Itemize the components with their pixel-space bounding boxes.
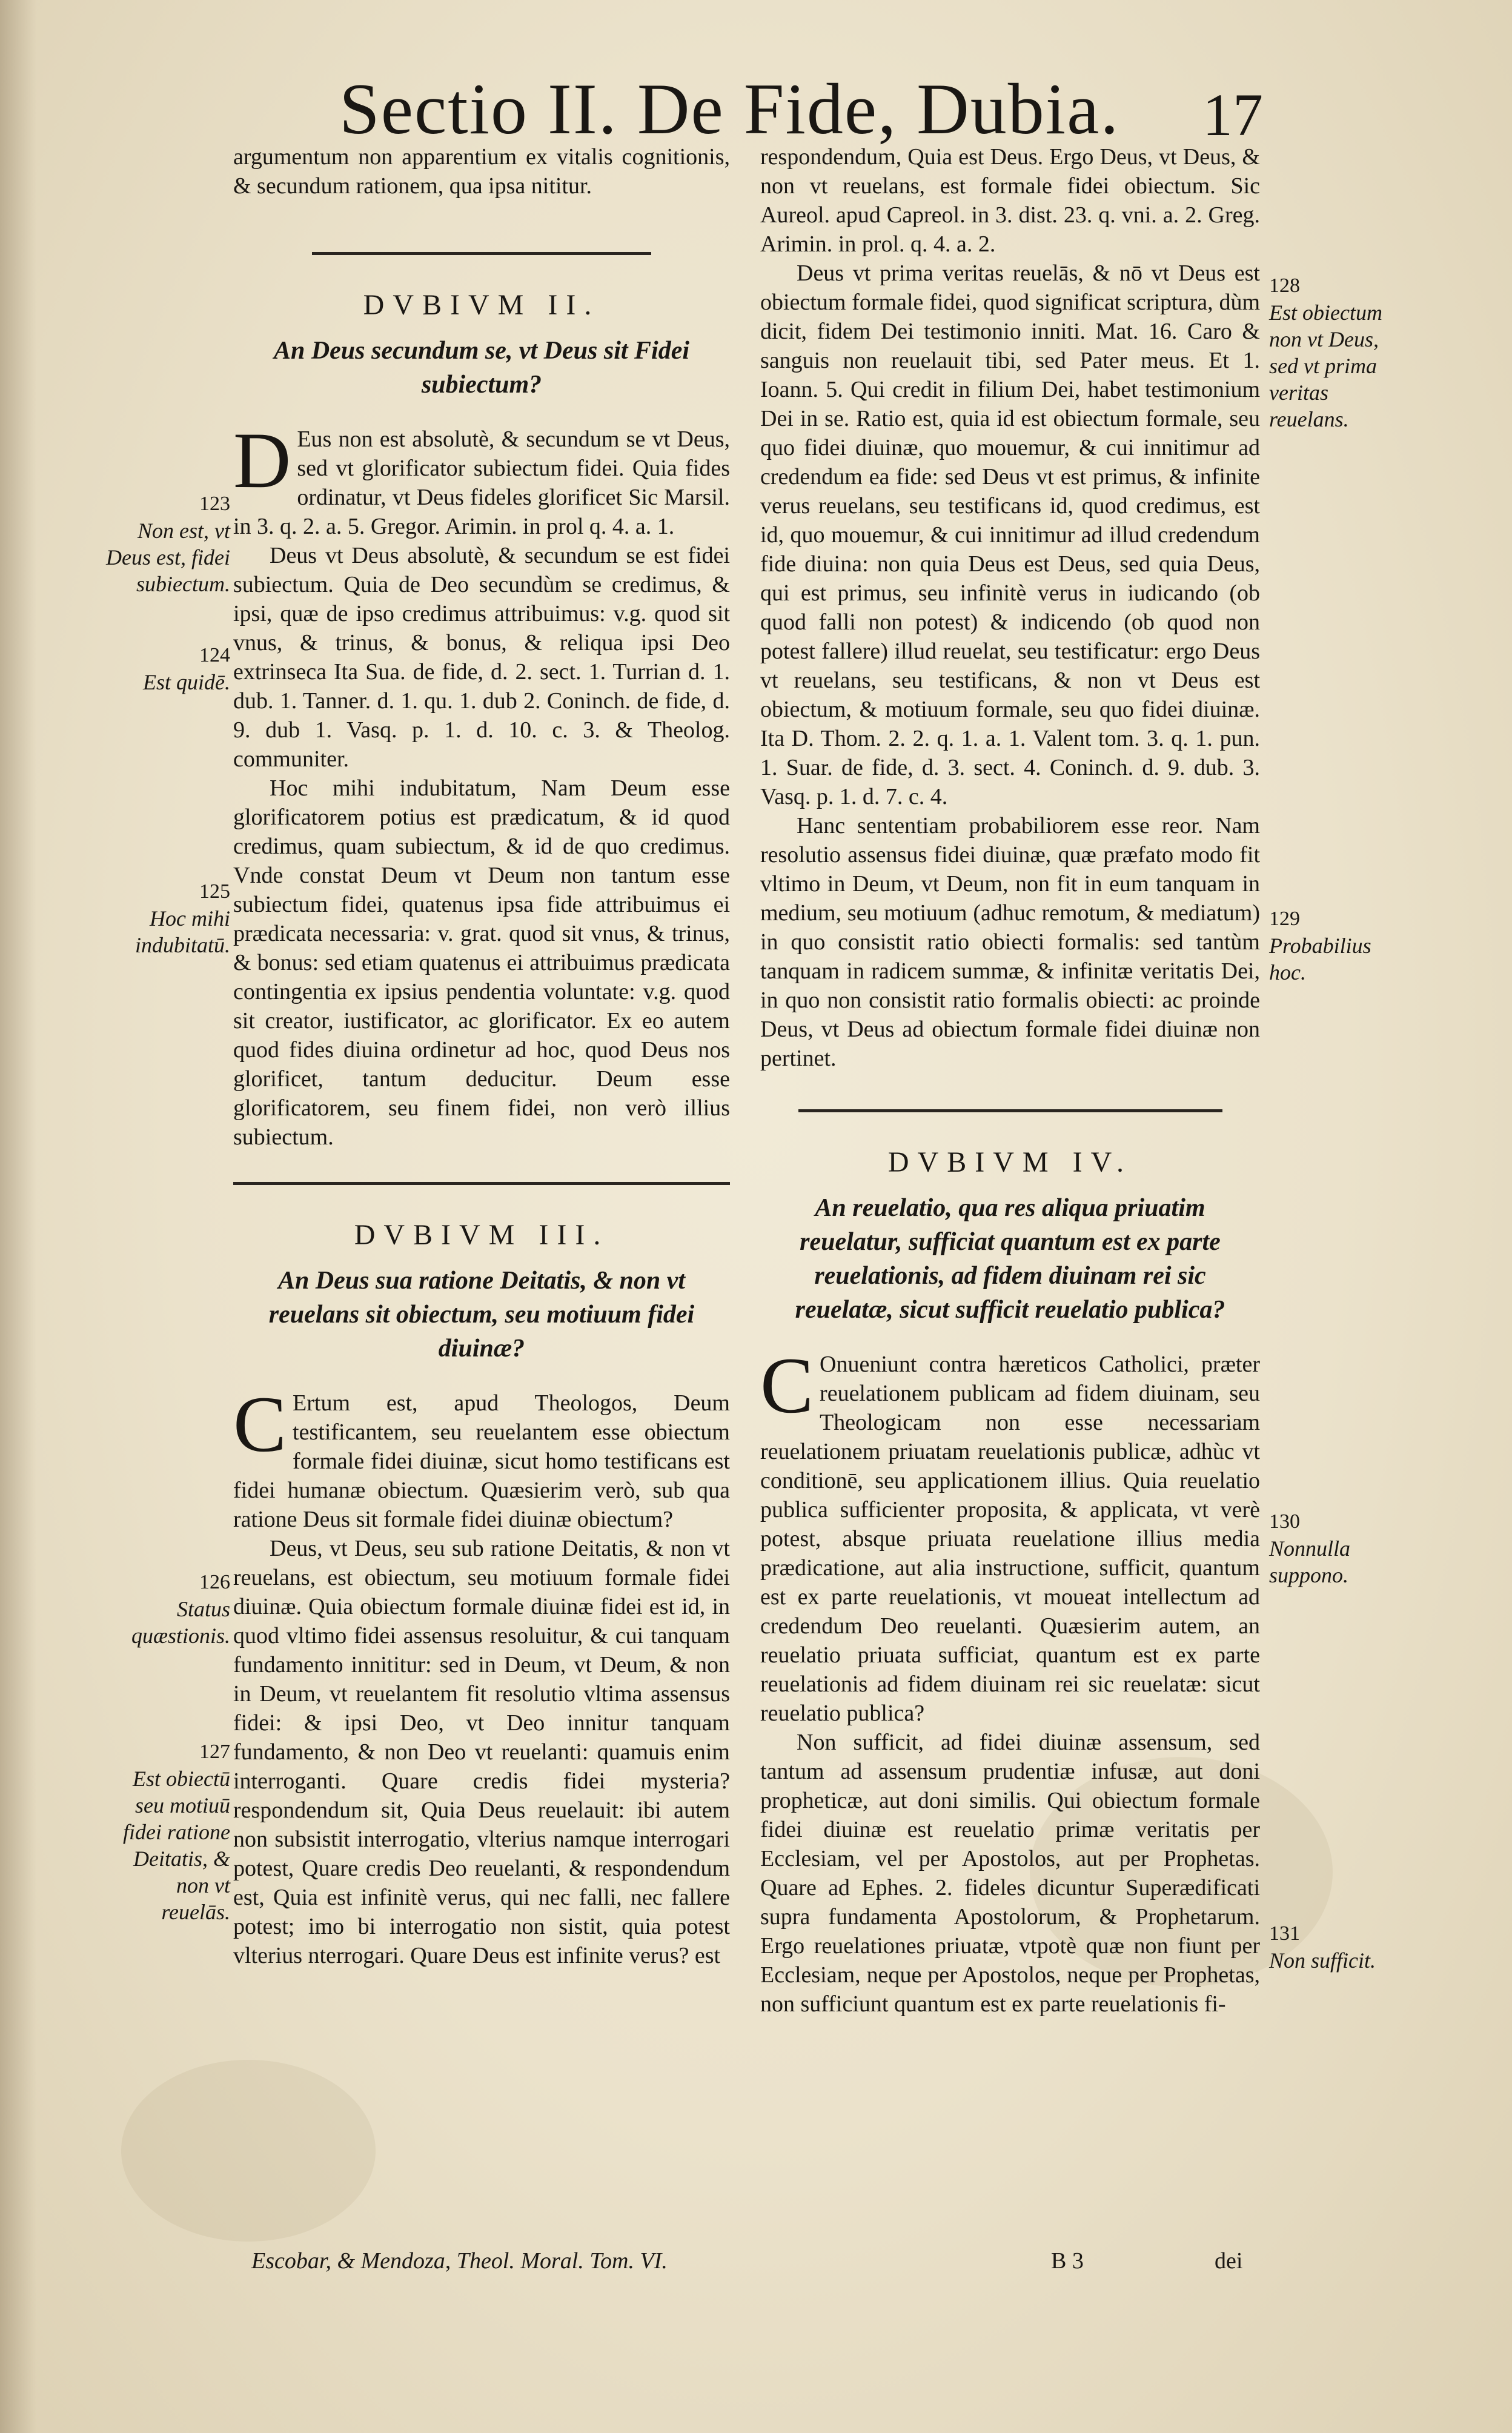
margin-note-text: Est obiectum non vt Deus, sed vt prima veritas reuelans. (1269, 300, 1382, 431)
dubium-body (233, 1379, 730, 1534)
footer-book-title: Escobar, & Mendoza, Theol. Moral. Tom. VI. (251, 2248, 668, 2274)
paragraph: Deus, vt Deus, seu sub ratione Deitatis, & non vt reuelans, est obiectum, seu motiuum formale fidei diuinæ. Quia obiectum formale diuinæ fidei est id, in quod vltimo fidei assensus resoluitur, & cui tanquam fundamento innititur: sed in Deum, vt Deum, & non in Deum, vt reuelantem fit resolutio vltima assensus fidei: & ipsi Deo, vt Deo innitur tanquam fundamento, & non Deo vt reuelanti: quamuis enim interroganti. Quare credis fidei mysteria? respondendum sit, Quia Deus reuelauit: ibi autem non subsistit interrogatio, vlterius namque interrogari potest, Quare credis Deo reuelanti, & respondendum est, Quia est infinitè verus, qui nec falli, nec fallere potest; imo bi interrogatio non sistit, quia potest vlterius nterrogari. Quare Deus est infinite verus? est (233, 1536, 730, 1968)
margin-note-text: Hoc mihi indubitatū. (134, 906, 230, 957)
paper-stain (121, 2060, 376, 2242)
paragraph: Deus vt prima veritas reuelās, & nō vt Deus est obiectum formale fidei, quod significat scriptura, dùm dicit, fidem Dei testimonio inniti. Mat. 16. Caro & sanguis non reuelauit tibi, sed Pater meus. Et 1. Ioann. 5. Qui credit in filium Dei, habet testimonium Dei in se. Ratio est, quia id est obiectum formale, seu quo fidei diuinæ, quo mouemur, & cui innitimur ad credendum ea fide: sed Deus vt est primus, & infinite verus reuelans, seu testificans id, quod credimus, est id, quo mouemur, & cui innitimur ad illud credendum fide diuina: non quia Deus est Deus, sed quia Deus, qui est primus, seu infinitè verus in iudicando (ob quod falli non potest) & indicendo (ob quod non potest fallere) illud reuelat, seu testificatur: ergo Deus vt reuelans, seu testificans, & non vt Deus est obiectum, & motiuum formale, seu quo fidei diuinæ. Ita D. Thom. 2. 2. q. 1. a. 1. Valent tom. 3. q. 1. pun. 1. Suar. de fide, d. 3. sect. 4. Coninch. d. 9. dub. 3. Vasq. p. 1. d. 7. c. 4. (760, 261, 1260, 809)
margin-note (103, 1569, 230, 1649)
dubium-heading: DVBIVM IV. (887, 1146, 1133, 1178)
catchword: dei (1215, 2248, 1243, 2274)
margin-note-text: Est quidē. (143, 670, 230, 694)
running-title: Sectio II. De Fide, Dubia. (339, 68, 1120, 149)
margin-note (1269, 273, 1408, 433)
margin-note-number: 126 (199, 1571, 230, 1593)
margin-note (1269, 1509, 1408, 1588)
paragraph: Hanc sententiam probabiliorem esse reor. Nam resolutio assensus fidei diuinæ, quæ præfato modo fit vltimo in Deum, vt Deum, non fit in eum tanquam in medium, seu motiuum (adhuc remotum, & mediatum) in quo consistit ratio obiecti formalis: sed tantùm tanquam in radicem summæ, & infinitæ veritatis Dei, in quo non consistit ratio formalis obiecti: ac proinde Deus, vt Deus ad obiectum formale fidei diuinæ non pertinet. (760, 813, 1260, 1071)
left-column (233, 142, 730, 1970)
page-number: 17 (1202, 81, 1263, 148)
dubium-question: An Deus secundum se, vt Deus sit Fidei subiectum? (273, 337, 690, 399)
margin-note-number: 127 (199, 1741, 230, 1763)
margin-note-number: 131 (1269, 1922, 1300, 1945)
paragraph: Onueniunt contra hæreticos Catholici, præter reuelationem publicam ad fidem diuinam, seu Theologicam non esse necessariam reuelationem priuatam reuelationis publicæ, adhùc vt conditionē, seu applicationem illius. Quia reuelatio publica sufficienter proposita, & applicata, vt verè potest, absque priuata reuelatione illius media prædicatione, aut alia instructione, sufficit, quantum est ex parte reuelationis, vt moueat intellectum ad credendum Deo reuelanti. Quæsierim autem, an reuelatio priuata sufficiat, quantum est ex parte reuelationis ad fidem diuinam rei sic reuelatæ: sicut reuelatio publica? (760, 1352, 1260, 1726)
drop-cap: C (233, 1379, 287, 1469)
paragraph: Ertum est, apud Theologos, Deum testificantem, seu reuelantem esse obiectum formale fidei diuinæ, sicut homo testificans est fidei humanæ obiectum. Quæsierim verò, sub qua ratione Deus sit formale fidei diuinæ obiectum? (233, 1390, 730, 1532)
margin-note-number: 125 (199, 880, 230, 903)
margin-note-text: Non est, vt Deus est, fidei subiectum. (106, 519, 230, 596)
margin-note (1269, 906, 1408, 986)
margin-note-number: 123 (199, 493, 230, 515)
dubium-question: An Deus sua ratione Deitatis, & non vt reuelans sit obiectum, seu motiuum fidei diuinæ? (268, 1267, 695, 1363)
dubium-heading: DVBIVM III. (354, 1219, 609, 1251)
margin-note (103, 878, 230, 958)
dubium-body (760, 1341, 1260, 1728)
signature-mark: B 3 (1051, 2248, 1084, 2274)
margin-note-number: 124 (199, 644, 230, 666)
dubium-question: An reuelatio, qua res aliqua priuatim reuelatur, sufficiat quantum est ex parte reuelationis, ad fidem diuinam rei sic reuelatæ, sicut sufficit reuelatio publica? (795, 1194, 1225, 1324)
drop-cap: C (760, 1341, 814, 1430)
paragraph: Eus non est absolutè, & secundum se vt Deus, sed vt glorificator subiectum fidei. Quia fides ordinatur, vt Deus fideles glorificet Sic Marsil. in 3. q. 2. a. 5. Gregor. Arimin. in prol q. 4. a. 1. (233, 427, 730, 539)
margin-note-text: Est obiectū seu motiuū fidei ratione Deitatis, & non vt reuelās. (123, 1767, 230, 1924)
binding-shadow (0, 0, 36, 2433)
paragraph: Hoc mihi indubitatum, Nam Deum esse glorificatorem potius est prædicatum, & id quod credimus, quam subiectum, & id de quo credimus. Vnde constat Deum vt Deum non tantum esse subiectum fidei, quatenus ipsa fide attribuimus ei prædicata necessaria: v. grat. quod sit vnus, & trinus, & bonus: sed etiam quatenus ei attribuimus prædicata contingentia ex ipsius pendentia voluntate: v.g. quod sit creator, iustificator, ac glorificator. Ex eo autem quod fides diuina ordinetur ad hoc, quod Deus nos glorificet, tantum deducitur. Deum esse glorificatorem, seu finem fidei, non verò illius subiectum. (233, 775, 730, 1150)
dubium-heading: DVBIVM II. (363, 289, 600, 321)
margin-note (103, 1739, 230, 1925)
margin-note-number: 128 (1269, 274, 1300, 297)
margin-note-number: 129 (1269, 908, 1300, 930)
continued-text: argumentum non apparentium ex vitalis cognitionis, & secundum rationem, qua ipsa nititur. (233, 144, 730, 199)
right-column (760, 142, 1260, 2019)
margin-note-text: Non sufficit. (1269, 1948, 1376, 1973)
dubium-body (233, 416, 730, 541)
drop-cap: D (233, 416, 291, 505)
margin-note (103, 491, 230, 597)
paragraph: Deus vt Deus absolutè, & secundum se est fidei subiectum. Quia de Deo secundùm se credimus, & ipsi, quæ de ipso credimus attribuimus: v.g. quod sit vnus, & trinus, & bonus, & reliqua ipsi Deo extrinseca Ita Sua. de fide, d. 2. sect. 1. Turrian d. 1. dub. 1. Tanner. d. 1. qu. 1. dub 2. Coninch. de fide, d. 9. dub 1. Vasq. p. 1. d. 10. c. 3. & Theolog. communiter. (233, 543, 730, 772)
running-header (339, 67, 1284, 151)
margin-note-text: Nonnulla suppono. (1269, 1536, 1351, 1587)
margin-note-text: Status quæstionis. (131, 1597, 230, 1648)
paragraph: Non sufficit, ad fidei diuinæ assensum, sed tantum ad assensum prudentiæ infusæ, aut doni propheticæ, aut doni similis. Qui obiectum formale fidei diuinæ est reuelatio primæ veritatis per Ecclesiam, vel per Apostolos, aut per Prophetas. Quare ad Ephes. 2. fideles dicuntur Superædificati supra fundamenta Apostolorum, & Prophetarum. Ergo reuelationes priuatæ, vtpotè quæ non fiunt per Ecclesiam, neque per Apostolos, neque per Prophetas, non sufficiunt quantum est ex parte reuelationis fi- (760, 1730, 1260, 2017)
margin-note (103, 642, 230, 695)
continued-text: respondendum, Quia est Deus. Ergo Deus, vt Deus, & non vt reuelans, est formale fidei obiectum. Sic Aureol. apud Capreol. in 3. dist. 23. q. vni. a. 2. Greg. Arimin. in prol. q. 4. a. 2. (760, 144, 1260, 257)
margin-note-text: Probabilius hoc. (1269, 934, 1371, 984)
margin-note (1269, 1920, 1408, 1974)
margin-note-number: 130 (1269, 1510, 1300, 1533)
